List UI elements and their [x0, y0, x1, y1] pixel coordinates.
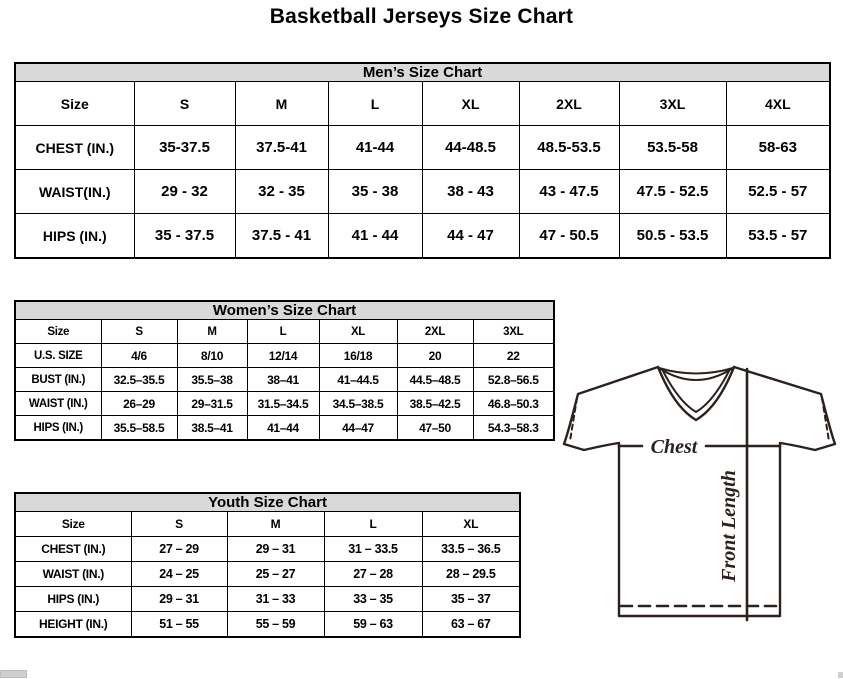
column-header: XL — [422, 512, 520, 537]
row-label: HIPS (IN.) — [15, 214, 134, 259]
cell: 35 – 37 — [422, 587, 520, 612]
table-row — [15, 537, 520, 562]
column-header: L — [247, 320, 319, 344]
column-header: XL — [422, 82, 519, 126]
table-title-row — [15, 493, 520, 512]
cell: 24 – 25 — [131, 562, 227, 587]
womens-size-chart-table — [14, 300, 555, 441]
cell: 35-37.5 — [134, 126, 235, 170]
cell: 54.3–58.3 — [473, 416, 554, 441]
cell: 29 – 31 — [227, 537, 324, 562]
cell: 27 – 28 — [324, 562, 422, 587]
cell: 33 – 35 — [324, 587, 422, 612]
cell: 44.5–48.5 — [397, 368, 473, 392]
jersey-outline — [564, 367, 835, 616]
column-header: Size — [15, 512, 131, 537]
column-header: S — [131, 512, 227, 537]
cell: 53.5-58 — [619, 126, 726, 170]
cell: 41 - 44 — [328, 214, 422, 259]
cell: 34.5–38.5 — [319, 392, 397, 416]
cell: 35 - 37.5 — [134, 214, 235, 259]
table-row — [15, 344, 554, 368]
table-row — [15, 562, 520, 587]
table-row — [15, 587, 520, 612]
cell: 63 – 67 — [422, 612, 520, 638]
table-title: Youth Size Chart — [15, 493, 520, 512]
cell: 38–41 — [247, 368, 319, 392]
column-header: S — [134, 82, 235, 126]
column-header: Size — [15, 320, 101, 344]
cell: 38.5–42.5 — [397, 392, 473, 416]
mens-size-chart-table — [14, 62, 831, 259]
column-header-row — [15, 320, 554, 344]
cell: 8/10 — [177, 344, 247, 368]
cell: 48.5-53.5 — [519, 126, 619, 170]
cell: 35.5–38 — [177, 368, 247, 392]
cell: 16/18 — [319, 344, 397, 368]
cell: 47–50 — [397, 416, 473, 441]
cell: 44–47 — [319, 416, 397, 441]
row-label: U.S. SIZE — [15, 344, 101, 368]
cell: 58-63 — [726, 126, 830, 170]
cell: 37.5-41 — [235, 126, 328, 170]
jersey-measurement-diagram — [558, 358, 843, 623]
row-label: CHEST (IN.) — [15, 126, 134, 170]
column-header: 4XL — [726, 82, 830, 126]
column-header: L — [328, 82, 422, 126]
table-row — [15, 214, 830, 259]
cell: 41-44 — [328, 126, 422, 170]
column-header: S — [101, 320, 177, 344]
table-title: Women’s Size Chart — [15, 301, 554, 320]
cell: 59 – 63 — [324, 612, 422, 638]
chest-label: Chest — [650, 436, 698, 458]
cell: 4/6 — [101, 344, 177, 368]
cell: 41–44 — [247, 416, 319, 441]
cell: 12/14 — [247, 344, 319, 368]
row-label: HIPS (IN.) — [15, 416, 101, 441]
cell: 47 - 50.5 — [519, 214, 619, 259]
cell: 44-48.5 — [422, 126, 519, 170]
cell: 33.5 – 36.5 — [422, 537, 520, 562]
column-header-row — [15, 82, 830, 126]
horizontal-scrollbar-thumb[interactable] — [0, 670, 27, 678]
cell: 32 - 35 — [235, 170, 328, 214]
column-header: 2XL — [519, 82, 619, 126]
row-label: WAIST (IN.) — [15, 392, 101, 416]
column-header: Size — [15, 82, 134, 126]
cell: 43 - 47.5 — [519, 170, 619, 214]
column-header: 3XL — [473, 320, 554, 344]
cell: 46.8–50.3 — [473, 392, 554, 416]
cell: 52.8–56.5 — [473, 368, 554, 392]
table-row — [15, 392, 554, 416]
row-label: HEIGHT (IN.) — [15, 612, 131, 638]
cell: 27 – 29 — [131, 537, 227, 562]
cell: 53.5 - 57 — [726, 214, 830, 259]
column-header: XL — [319, 320, 397, 344]
cell: 52.5 - 57 — [726, 170, 830, 214]
cell: 25 – 27 — [227, 562, 324, 587]
cell: 29–31.5 — [177, 392, 247, 416]
youth-size-chart-table — [14, 492, 521, 638]
cell: 29 – 31 — [131, 587, 227, 612]
cell: 44 - 47 — [422, 214, 519, 259]
column-header: M — [227, 512, 324, 537]
collar-back-arc — [659, 368, 733, 374]
cell: 50.5 - 53.5 — [619, 214, 726, 259]
cell: 37.5 - 41 — [235, 214, 328, 259]
table-row — [15, 612, 520, 638]
cell: 38.5–41 — [177, 416, 247, 441]
cell: 31.5–34.5 — [247, 392, 319, 416]
cell: 31 – 33 — [227, 587, 324, 612]
cell: 41–44.5 — [319, 368, 397, 392]
front-length-label: Front Length — [718, 470, 740, 582]
cell: 29 - 32 — [134, 170, 235, 214]
column-header: M — [235, 82, 328, 126]
table-row — [15, 126, 830, 170]
cell: 35.5–58.5 — [101, 416, 177, 441]
row-label: WAIST(IN.) — [15, 170, 134, 214]
row-label: BUST (IN.) — [15, 368, 101, 392]
page-title: Basketball Jerseys Size Chart — [269, 5, 574, 28]
cell: 55 – 59 — [227, 612, 324, 638]
cell: 28 – 29.5 — [422, 562, 520, 587]
cell: 32.5–35.5 — [101, 368, 177, 392]
row-label: WAIST (IN.) — [15, 562, 131, 587]
cell: 31 – 33.5 — [324, 537, 422, 562]
column-header-row — [15, 512, 520, 537]
row-label: CHEST (IN.) — [15, 537, 131, 562]
cell: 20 — [397, 344, 473, 368]
table-row — [15, 416, 554, 441]
table-title-row — [15, 63, 830, 82]
column-header: 2XL — [397, 320, 473, 344]
cell: 47.5 - 52.5 — [619, 170, 726, 214]
cell: 22 — [473, 344, 554, 368]
column-header: M — [177, 320, 247, 344]
column-header: L — [324, 512, 422, 537]
table-row — [15, 170, 830, 214]
table-title-row — [15, 301, 554, 320]
vneck-inner-line — [663, 371, 729, 412]
cell: 35 - 38 — [328, 170, 422, 214]
row-label: HIPS (IN.) — [15, 587, 131, 612]
horizontal-scrollbar-fragment[interactable] — [838, 672, 843, 678]
cell: 38 - 43 — [422, 170, 519, 214]
cell: 26–29 — [101, 392, 177, 416]
table-title: Men’s Size Chart — [15, 63, 830, 82]
cell: 51 – 55 — [131, 612, 227, 638]
column-header: 3XL — [619, 82, 726, 126]
table-row — [15, 368, 554, 392]
